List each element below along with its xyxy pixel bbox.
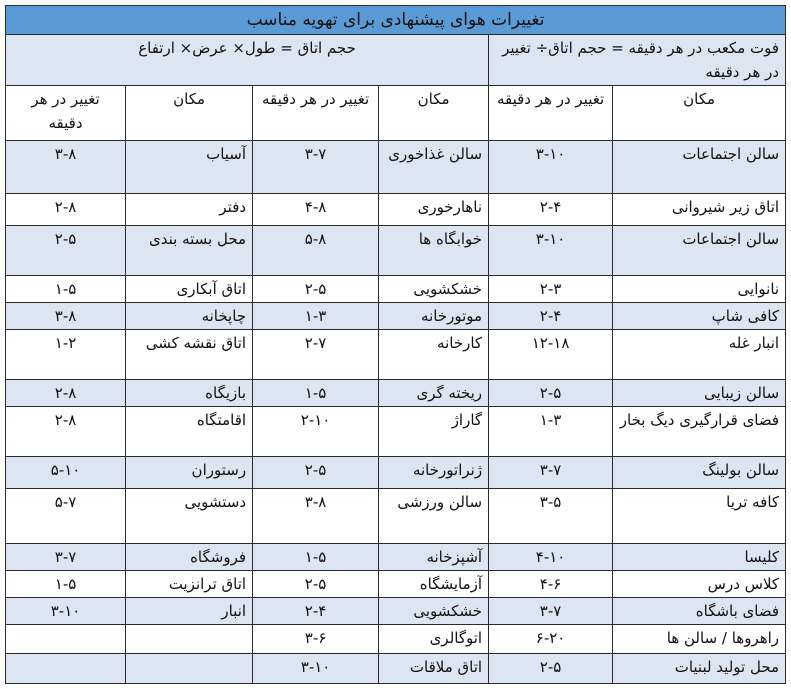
place-cell [126, 141, 253, 194]
change-rate-cell [489, 276, 613, 303]
change-rate: ۴-۶ [539, 575, 562, 593]
place-name: سالن اجتماعات [682, 145, 780, 163]
place-cell [126, 194, 253, 226]
change-rate: ۴-۸ [304, 198, 327, 216]
place-name: سالن اجتماعات [682, 230, 780, 248]
place-cell [126, 276, 253, 303]
place-cell [126, 489, 253, 544]
change-rate-cell [6, 489, 126, 544]
place-cell [126, 457, 253, 489]
change-rate: ۲-۵ [304, 575, 327, 593]
change-rate: ۳-۸ [304, 493, 327, 511]
change-rate-cell [489, 330, 613, 380]
change-rate: ۱-۵ [304, 384, 327, 402]
place-cell [613, 407, 786, 457]
place-cell [613, 489, 786, 544]
place-name: خشکشویی [413, 602, 483, 620]
change-rate-cell [489, 194, 613, 226]
place-cell [126, 407, 253, 457]
column-headers [6, 86, 786, 141]
change-rate: ۱-۵ [54, 575, 77, 593]
ventilation-table [5, 5, 786, 684]
table-row [6, 194, 786, 226]
place-cell [613, 303, 786, 330]
place-cell [379, 407, 489, 457]
change-rate-cell [489, 571, 613, 598]
place-name: خوابگاه ها [418, 230, 483, 248]
change-rate: ۱۲-۱۸ [531, 334, 570, 352]
change-rate-cell [6, 407, 126, 457]
place-cell [613, 598, 786, 625]
change-rate: ۳-۱۰ [535, 230, 566, 248]
change-rate-cell [253, 141, 379, 194]
place-name: اتوگالری [429, 629, 483, 647]
place-name: اقامتگاه [196, 411, 247, 429]
change-rate-cell [253, 544, 379, 571]
change-rate-cell [253, 571, 379, 598]
change-rate-cell [253, 598, 379, 625]
volume-formula: حجم اتاق = طول× عرض× ارتفاع [6, 35, 489, 86]
change-rate: ۳-۷ [304, 145, 327, 163]
place-name: دفتر [219, 198, 247, 216]
change-rate: ۲-۴ [539, 307, 562, 325]
place-name: ناهارخوری [417, 198, 483, 216]
change-rate-cell [6, 457, 126, 489]
change-rate-cell [253, 194, 379, 226]
change-rate-cell [6, 194, 126, 226]
change-rate-cell [6, 544, 126, 571]
place-cell [379, 141, 489, 194]
change-rate-cell [253, 226, 379, 276]
place-cell [613, 625, 786, 654]
place-name: کافه تریا [726, 493, 780, 511]
change-rate: ۲-۴ [304, 602, 327, 620]
place-cell [613, 276, 786, 303]
change-rate-cell [489, 141, 613, 194]
place-cell [613, 141, 786, 194]
change-rate: ۴-۱۰ [535, 548, 566, 566]
place-name: نانوایی [737, 280, 780, 298]
place-cell [126, 380, 253, 407]
place-name: اتاق نقشه کشی [145, 334, 247, 352]
change-rate-cell [6, 330, 126, 380]
place-cell [126, 544, 253, 571]
place-name: گاراژ [451, 411, 483, 429]
change-rate: ۳-۷ [539, 602, 562, 620]
place-cell [126, 226, 253, 276]
change-rate: ۳-۵ [539, 493, 562, 511]
place-name: سالن زیبایی [703, 384, 780, 402]
place-cell [379, 303, 489, 330]
table-row [6, 489, 786, 544]
place-cell [379, 457, 489, 489]
table-row [6, 625, 786, 654]
change-rate: ۲-۳ [539, 280, 562, 298]
change-rate-cell [6, 625, 126, 654]
place-cell [379, 544, 489, 571]
change-rate: ۲-۸ [54, 198, 77, 216]
change-rate-cell [6, 276, 126, 303]
change-rate: ۳-۷ [539, 461, 562, 479]
change-rate: ۲-۱۰ [300, 411, 331, 429]
change-rate: ۲-۸ [54, 411, 77, 429]
place-cell [126, 598, 253, 625]
place-cell [613, 457, 786, 489]
place-cell [126, 654, 253, 684]
table-row [6, 571, 786, 598]
place-name: اتاق ملاقات [409, 658, 483, 676]
table-row [6, 330, 786, 380]
change-rate: ۲-۵ [539, 658, 562, 676]
header-change: تغییر در هر دقیقه [6, 86, 126, 141]
change-rate-cell [489, 303, 613, 330]
place-cell [613, 654, 786, 684]
place-name: دستشویی [184, 493, 247, 511]
change-rate: ۳-۶ [304, 629, 327, 647]
change-rate-cell [489, 544, 613, 571]
place-name: سالن غذاخوری [388, 145, 483, 163]
place-cell [379, 571, 489, 598]
change-rate-cell [6, 303, 126, 330]
change-rate: ۲-۴ [539, 198, 562, 216]
header-change: تغییر در هر دقیقه [489, 86, 613, 141]
change-rate-cell [253, 457, 379, 489]
table-row [6, 141, 786, 194]
place-cell [126, 625, 253, 654]
place-cell [379, 625, 489, 654]
place-cell [379, 276, 489, 303]
change-rate-cell [489, 380, 613, 407]
change-rate: ۵-۱۰ [50, 461, 81, 479]
place-cell [613, 380, 786, 407]
place-name: فضای باشگاه [695, 602, 780, 620]
place-name: راهروها / سالن ها [666, 629, 780, 647]
place-name: رستوران [191, 461, 247, 479]
place-name: کلیسا [744, 548, 780, 566]
change-rate: ۲-۵ [304, 461, 327, 479]
change-rate: ۱-۳ [304, 307, 327, 325]
place-name: انبار غله [728, 334, 780, 352]
change-rate: ۲-۸ [54, 384, 77, 402]
table-row [6, 544, 786, 571]
change-rate-cell [6, 226, 126, 276]
change-rate-cell [6, 654, 126, 684]
change-rate-cell [489, 457, 613, 489]
place-name: موتورخانه [421, 307, 483, 325]
change-rate-cell [253, 303, 379, 330]
change-rate-cell [489, 598, 613, 625]
change-rate-cell [253, 654, 379, 684]
place-cell [379, 330, 489, 380]
change-rate-cell [489, 489, 613, 544]
place-name: کارخانه [437, 334, 483, 352]
place-name: ریخته گری [416, 384, 483, 402]
place-cell [126, 571, 253, 598]
place-cell [379, 226, 489, 276]
change-rate-cell [489, 226, 613, 276]
change-rate-cell [253, 625, 379, 654]
place-name: آشپزخانه [426, 548, 483, 566]
place-name: خشکشویی [413, 280, 483, 298]
change-rate-cell [6, 141, 126, 194]
header-change: تغییر در هر دقیقه [253, 86, 379, 141]
place-cell [613, 226, 786, 276]
place-name: بازیگاه [205, 384, 247, 402]
place-name: اتاق آبکاری [176, 280, 247, 298]
change-rate: ۲-۵ [539, 384, 562, 402]
change-rate-cell [489, 625, 613, 654]
cfm-formula: فوت مکعب در هر دقیقه = حجم اتاق÷ تغییر در هر دقیقه [489, 35, 786, 86]
table-row [6, 407, 786, 457]
place-name: فضای قرارگیری دیگ بخار [619, 411, 780, 429]
change-rate: ۳-۸ [54, 145, 77, 163]
change-rate-cell [6, 380, 126, 407]
table-row [6, 276, 786, 303]
change-rate: ۳-۱۰ [50, 602, 81, 620]
place-name: سالن ورزشی [397, 493, 483, 511]
table-row [6, 303, 786, 330]
table-title: تغییرات هوای پیشنهادی برای تهویه مناسب [6, 6, 786, 35]
change-rate-cell [253, 276, 379, 303]
change-rate-cell [489, 654, 613, 684]
change-rate: ۱-۲ [54, 334, 77, 352]
place-cell [379, 654, 489, 684]
place-name: محل تولید لبنیات [674, 658, 780, 676]
header-place: مکان [613, 86, 786, 141]
change-rate-cell [253, 489, 379, 544]
place-name: آزمایشگاه [419, 575, 483, 593]
place-name: آسیاب [206, 145, 247, 163]
change-rate: ۱-۵ [54, 280, 77, 298]
place-cell [126, 303, 253, 330]
change-rate: ۵-۸ [304, 230, 327, 248]
place-cell [613, 571, 786, 598]
change-rate: ۱-۳ [539, 411, 562, 429]
place-name: اتاق ترانزیت [168, 575, 247, 593]
table-row [6, 654, 786, 684]
change-rate: ۵-۷ [54, 493, 77, 511]
place-name: اتاق زیر شیروانی [671, 198, 780, 216]
place-cell [613, 544, 786, 571]
change-rate-cell [6, 571, 126, 598]
change-rate: ۱-۵ [304, 548, 327, 566]
place-cell [379, 194, 489, 226]
place-cell [613, 194, 786, 226]
table-row [6, 457, 786, 489]
change-rate-cell [253, 407, 379, 457]
change-rate-cell [253, 380, 379, 407]
change-rate: ۳-۸ [54, 307, 77, 325]
table-row [6, 380, 786, 407]
table-row [6, 226, 786, 276]
place-name: محل بسته بندی [149, 230, 247, 248]
place-name: ژنراتورخانه [412, 461, 483, 479]
change-rate-cell [489, 407, 613, 457]
place-name: فروشگاه [190, 548, 247, 566]
place-name: انبار [221, 602, 247, 620]
change-rate: ۲-۵ [54, 230, 77, 248]
change-rate: ۲-۵ [304, 280, 327, 298]
place-name: کلاس درس [707, 575, 780, 593]
change-rate: ۳-۱۰ [535, 145, 566, 163]
change-rate: ۶-۲۰ [535, 629, 566, 647]
place-cell [126, 330, 253, 380]
change-rate: ۳-۱۰ [300, 658, 331, 676]
place-cell [379, 489, 489, 544]
change-rate-cell [6, 598, 126, 625]
change-rate: ۲-۷ [304, 334, 327, 352]
place-name: چاپخانه [201, 307, 247, 325]
place-name: کافی شاپ [711, 307, 780, 325]
change-rate: ۳-۷ [54, 548, 77, 566]
place-cell [379, 380, 489, 407]
table-row [6, 598, 786, 625]
header-place: مکان [126, 86, 253, 141]
place-cell [379, 598, 489, 625]
change-rate-cell [253, 330, 379, 380]
place-name: سالن بولینگ [702, 461, 780, 479]
header-place: مکان [379, 86, 489, 141]
place-cell [613, 330, 786, 380]
